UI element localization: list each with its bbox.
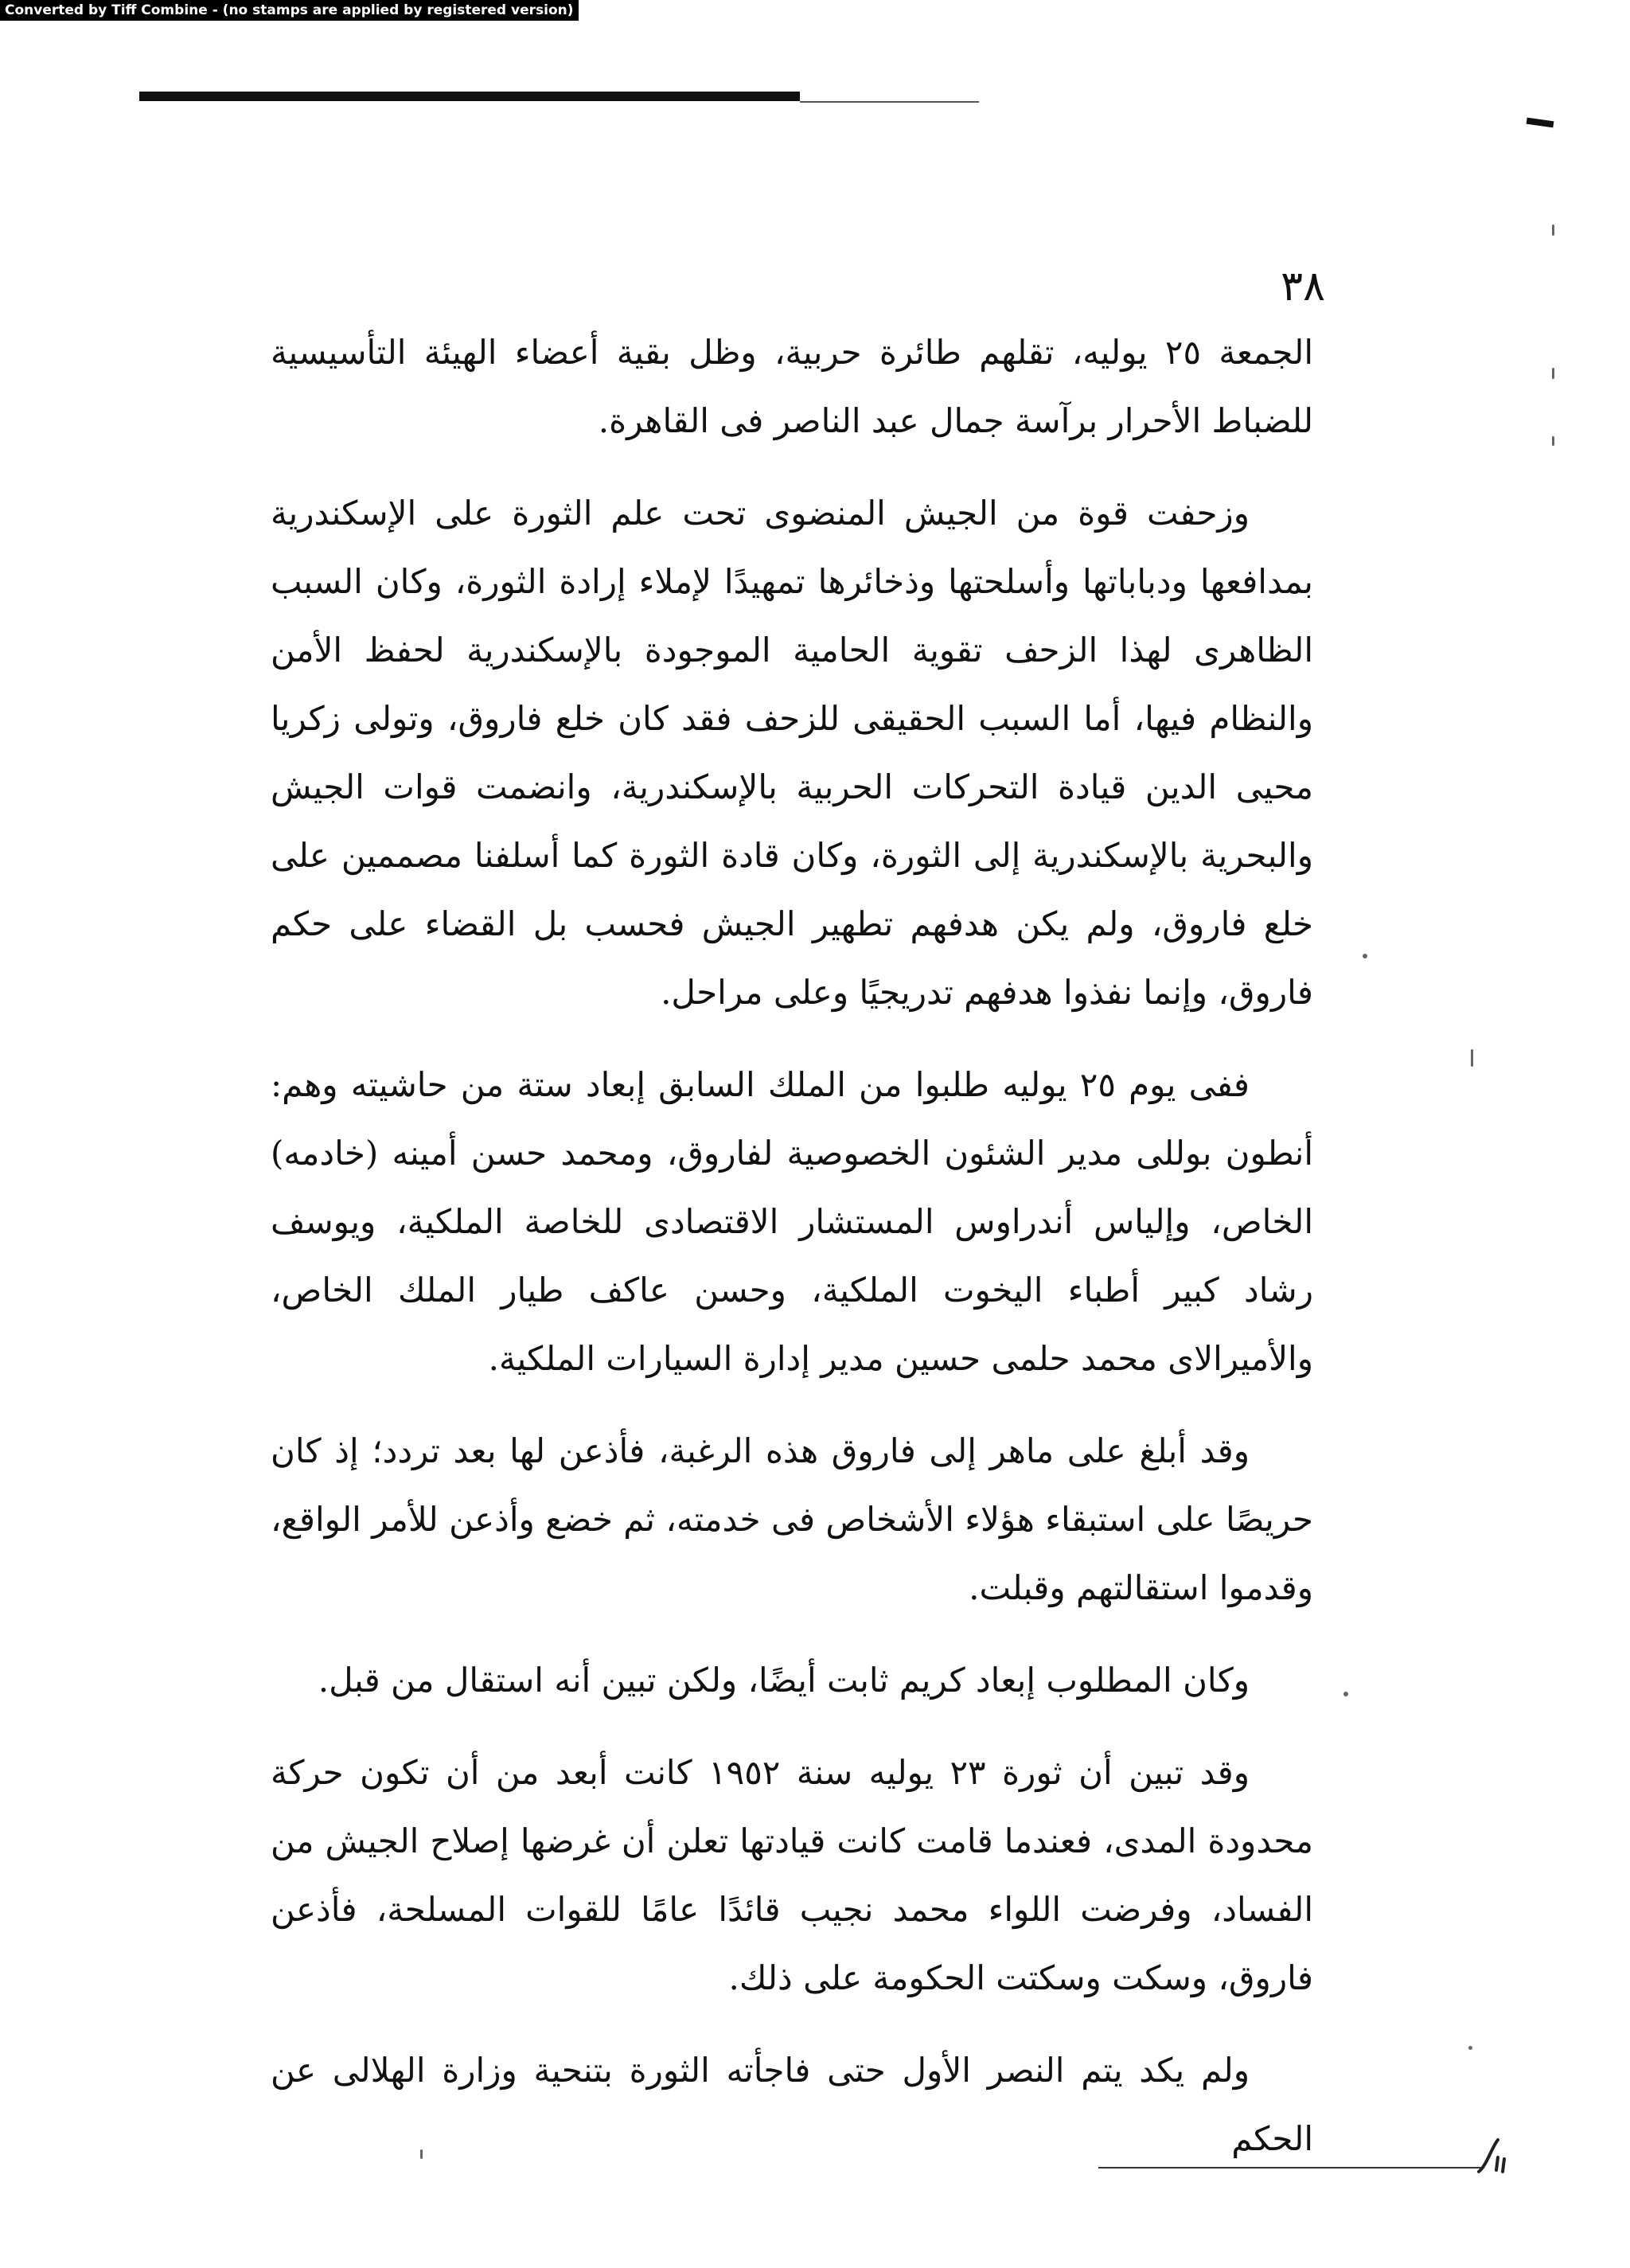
page-body: [271, 318, 1313, 2197]
scan-speck: [1552, 224, 1554, 236]
scan-speck: [1552, 368, 1554, 379]
paragraph-4: وقد أبلغ على ماهر إلى فاروق هذه الرغبة، فأذعن لها بعد تردد؛ إذ كان حريصًا على استبقاء هؤلاء الأشخاص فى خدمته، ثم خضع وأذعن للأمر الواقع، وقدموا استقالتهم وقبلت.: [271, 1431, 1313, 1607]
header-rule-thick: [139, 92, 800, 101]
paragraph-6: وقد تبين أن ثورة ٢٣ يوليه سنة ١٩٥٢ كانت أبعد من أن تكون حركة محدودة المدى، فعندما قامت كانت قيادتها تعلن أن غرضها إصلاح الجيش من الفساد، وفرضت اللواء محمد نجيب قائدًا عامًا للقوات المسلحة، فأذعن فاروق، وسكت وسكتت الحكومة على ذلك.: [271, 1753, 1313, 1997]
bottom-scan-scribble: [1474, 2133, 1522, 2181]
converter-stamp-banner: Converted by Tiff Combine - (no stamps are applied by registered version): [0, 0, 579, 21]
paragraph-2: وزحفت قوة من الجيش المنضوى تحت علم الثورة على الإسكندرية بمدافعها ودباباتها وأسلحتها وذخائرها تمهيدًا لإملاء إرادة الثورة، وكان السبب الظاهرى لهذا الزحف تقوية الحامية الموجودة بالإسكندرية لحفظ الأمن والنظام فيها، أما السبب الحقيقى للزحف فقد كان خلع فاروق، وتولى زكريا محيى الدين قيادة التحركات الحربية بالإسكندرية، وانضمت قوات الجيش والبحرية بالإسكندرية إلى الثورة، وكان قادة الثورة كما أسلفنا مصممين على خلع فاروق، ولم يكن هدفهم تطهير الجيش فحسب بل القضاء على حكم فاروق، وإنما نفذوا هدفهم تدريجيًا وعلى مراحل.: [271, 494, 1313, 1012]
paragraph-5: وكان المطلوب إبعاد كريم ثابت أيضًا، ولكن تبين أنه استقال من قبل.: [318, 1661, 1250, 1700]
paragraph-1: الجمعة ٢٥ يوليه، تقلهم طائرة حربية، وظل بقية أعضاء الهيئة التأسيسية للضباط الأحرار برآسة جمال عبد الناصر فى القاهرة.: [271, 333, 1313, 440]
scan-speck: [1363, 954, 1367, 958]
bottom-scan-line: [1098, 2167, 1484, 2168]
scan-speck: [1552, 436, 1554, 446]
scan-speck: [1343, 1692, 1348, 1696]
paragraph-7: ولم يكد يتم النصر الأول حتى فاجأته الثورة بتنحية وزارة الهلالى عن الحكم: [271, 2051, 1313, 2158]
scan-speck: [1468, 2046, 1472, 2050]
corner-scan-mark: [1527, 118, 1554, 128]
scan-speck: [1471, 1049, 1473, 1067]
page-number: ٣٨: [1281, 263, 1325, 310]
scan-speck: [420, 2149, 423, 2159]
paragraph-3: ففى يوم ٢٥ يوليه طلبوا من الملك السابق إبعاد ستة من حاشيته وهم: أنطون بوللى مدير الشئون الخصوصية لفاروق، ومحمد حسن أمينه (خادمه) الخاص، وإلياس أندراوس المستشار الاقتصادى للخاصة الملكية، ويوسف رشاد كبير أطباء اليخوت الملكية، وحسن عاكف طيار الملك الخاص، والأميرالاى محمد حلمى حسين مدير إدارة السيارات الملكية.: [271, 1065, 1313, 1378]
header-rule-thin: [800, 101, 979, 103]
